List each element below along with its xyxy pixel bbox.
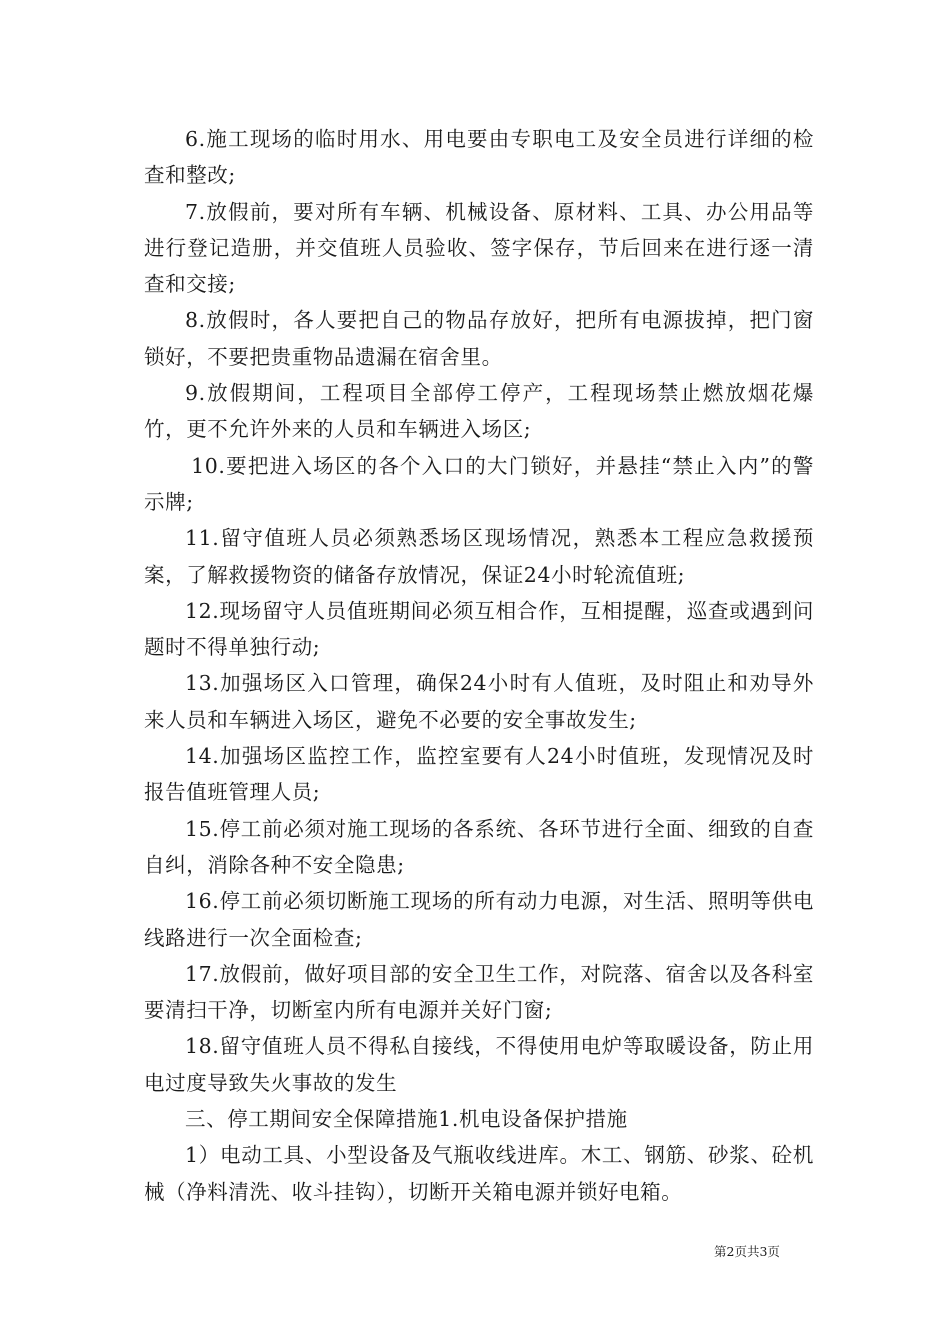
paragraph-item-18: 18.留守值班人员不得私自接线，不得使用电炉等取暖设备，防止用电过度导致失火事故的发生 xyxy=(144,1034,814,1095)
document-body xyxy=(144,121,814,1210)
paragraph-item-11: 11.留守值班人员必须熟悉场区现场情况，熟悉本工程应急救援预案，了解救援物资的储备存放情况，保证24小时轮流值班; xyxy=(144,526,814,587)
page-number-footer: 第2页共3页 xyxy=(714,1244,780,1259)
paragraph-item-17: 17.放假前，做好项目部的安全卫生工作，对院落、宿舍以及各科室要清扫干净，切断室内所有电源并关好门窗; xyxy=(144,961,814,1023)
section-heading: 三、停工期间安全保障措施1.机电设备保护措施 xyxy=(185,1107,628,1132)
paragraph-item-16: 16.停工前必须切断施工现场的所有动力电源，对生活、照明等供电线路进行一次全面检查; xyxy=(144,889,814,950)
paragraph-item-10: 10.要把进入场区的各个入口的大门锁好，并悬挂“禁止入内”的警示牌; xyxy=(144,453,814,514)
paragraph-item-8: 8.放假时，各人要把自己的物品存放好，把所有电源拔掉，把门窗锁好，不要把贵重物品遗漏在宿舍里。 xyxy=(144,308,814,369)
paragraph-item-12: 12.现场留守人员值班期间必须互相合作，互相提醒，巡查或遇到问题时不得单独行动; xyxy=(144,598,814,660)
paragraph-subitem-1: 1）电动工具、小型设备及气瓶收线进库。木工、钢筋、砂浆、砼机械（净料清洗、收斗挂钩），切断开关箱电源并锁好电箱。 xyxy=(144,1143,814,1204)
paragraph-item-13: 13.加强场区入口管理，确保24小时有人值班，及时阻止和劝导外来人员和车辆进入场区，避免不必要的安全事故发生; xyxy=(144,671,814,732)
paragraph-item-9: 9.放假期间，工程项目全部停工停产，工程现场禁止燃放烟花爆竹，更不允许外来的人员和车辆进入场区; xyxy=(144,381,814,442)
paragraph-item-6: 6.施工现场的临时用水、用电要由专职电工及安全员进行详细的检查和整改; xyxy=(144,127,814,188)
paragraph-item-7: 7.放假前，要对所有车辆、机械设备、原材料、工具、办公用品等进行登记造册，并交值班人员验收、签字保存，节后回来在进行逐一清查和交接; xyxy=(144,199,814,297)
paragraph-item-15: 15.停工前必须对施工现场的各系统、各环节进行全面、细致的自查自纠，消除各种不安全隐患; xyxy=(144,816,814,877)
paragraph-item-14: 14.加强场区监控工作，监控室要有人24小时值班，发现情况及时报告值班管理人员; xyxy=(144,744,814,805)
